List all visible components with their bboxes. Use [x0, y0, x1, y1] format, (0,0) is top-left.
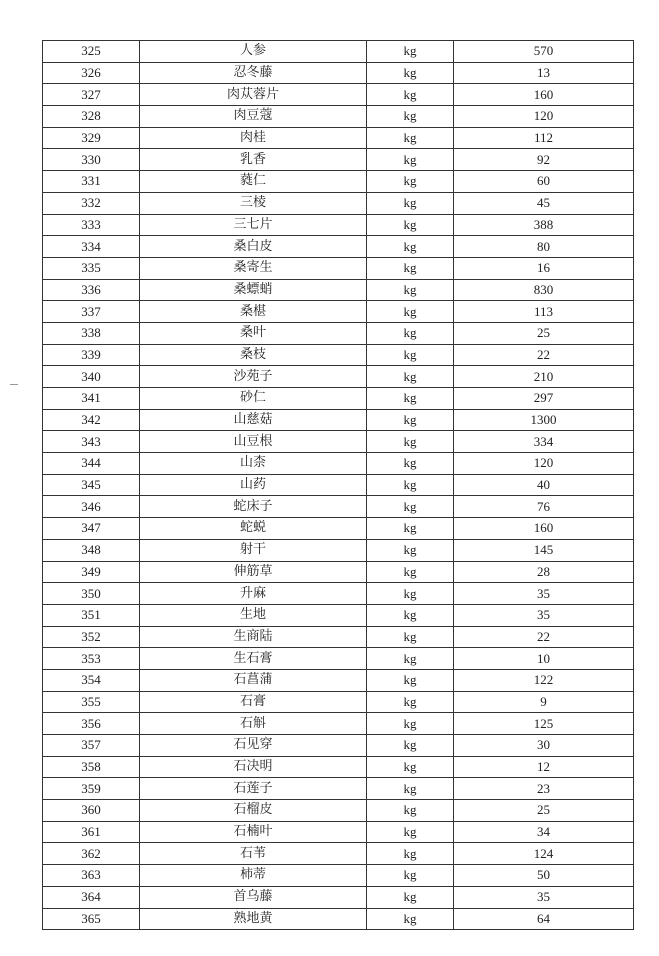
table-row — [43, 626, 634, 648]
row-number-cell: 336 — [43, 279, 140, 301]
table-row — [43, 886, 634, 908]
row-number-cell: 327 — [43, 84, 140, 106]
row-number-cell: 329 — [43, 127, 140, 149]
unit-cell: kg — [367, 648, 454, 670]
drug-name-cell: 石莲子 — [140, 778, 367, 800]
quantity-cell: 570 — [454, 41, 634, 63]
quantity-cell: 120 — [454, 453, 634, 475]
drug-name-cell: 射干 — [140, 539, 367, 561]
table-row — [43, 344, 634, 366]
quantity-cell: 64 — [454, 908, 634, 930]
row-number-cell: 332 — [43, 192, 140, 214]
quantity-cell: 92 — [454, 149, 634, 171]
quantity-cell: 122 — [454, 669, 634, 691]
drug-name-cell: 肉桂 — [140, 127, 367, 149]
row-number-cell: 337 — [43, 301, 140, 323]
table-row — [43, 192, 634, 214]
quantity-cell: 25 — [454, 800, 634, 822]
quantity-cell: 125 — [454, 713, 634, 735]
table-row — [43, 171, 634, 193]
unit-cell: kg — [367, 431, 454, 453]
drug-name-cell: 石菖蒲 — [140, 669, 367, 691]
drug-name-cell: 山药 — [140, 474, 367, 496]
row-number-cell: 361 — [43, 821, 140, 843]
quantity-cell: 35 — [454, 604, 634, 626]
table-row — [43, 149, 634, 171]
unit-cell: kg — [367, 279, 454, 301]
drug-name-cell: 山慈菇 — [140, 409, 367, 431]
unit-cell: kg — [367, 257, 454, 279]
drug-name-cell: 生石膏 — [140, 648, 367, 670]
unit-cell: kg — [367, 41, 454, 63]
table-row — [43, 865, 634, 887]
row-number-cell: 356 — [43, 713, 140, 735]
quantity-cell: 35 — [454, 886, 634, 908]
row-number-cell: 360 — [43, 800, 140, 822]
table-row — [43, 279, 634, 301]
drug-name-cell: 石见穿 — [140, 735, 367, 757]
table-row — [43, 713, 634, 735]
drug-name-cell: 山柰 — [140, 453, 367, 475]
quantity-cell: 22 — [454, 626, 634, 648]
table-row — [43, 583, 634, 605]
drug-name-cell: 蛇床子 — [140, 496, 367, 518]
drug-name-cell: 忍冬藤 — [140, 62, 367, 84]
table-row — [43, 843, 634, 865]
table-row — [43, 648, 634, 670]
table-row — [43, 127, 634, 149]
row-number-cell: 352 — [43, 626, 140, 648]
scan-mark — [10, 384, 18, 385]
row-number-cell: 338 — [43, 322, 140, 344]
drug-name-cell: 石决明 — [140, 756, 367, 778]
table-row — [43, 84, 634, 106]
row-number-cell: 328 — [43, 106, 140, 128]
quantity-cell: 40 — [454, 474, 634, 496]
drug-name-cell: 石斛 — [140, 713, 367, 735]
drug-name-cell: 石榴皮 — [140, 800, 367, 822]
drug-name-cell: 首乌藤 — [140, 886, 367, 908]
unit-cell: kg — [367, 843, 454, 865]
unit-cell: kg — [367, 821, 454, 843]
row-number-cell: 346 — [43, 496, 140, 518]
row-number-cell: 364 — [43, 886, 140, 908]
drug-name-cell: 伸筋草 — [140, 561, 367, 583]
drug-name-cell: 石楠叶 — [140, 821, 367, 843]
drug-name-cell: 桑椹 — [140, 301, 367, 323]
table-row — [43, 800, 634, 822]
table-row — [43, 236, 634, 258]
unit-cell: kg — [367, 778, 454, 800]
unit-cell: kg — [367, 171, 454, 193]
unit-cell: kg — [367, 214, 454, 236]
quantity-cell: 50 — [454, 865, 634, 887]
quantity-cell: 13 — [454, 62, 634, 84]
unit-cell: kg — [367, 518, 454, 540]
row-number-cell: 359 — [43, 778, 140, 800]
table-row — [43, 474, 634, 496]
row-number-cell: 348 — [43, 539, 140, 561]
quantity-cell: 30 — [454, 735, 634, 757]
row-number-cell: 325 — [43, 41, 140, 63]
quantity-cell: 160 — [454, 84, 634, 106]
table-row — [43, 41, 634, 63]
table-row — [43, 539, 634, 561]
table-row — [43, 257, 634, 279]
table-row — [43, 821, 634, 843]
quantity-cell: 80 — [454, 236, 634, 258]
unit-cell: kg — [367, 626, 454, 648]
unit-cell: kg — [367, 127, 454, 149]
unit-cell: kg — [367, 301, 454, 323]
row-number-cell: 343 — [43, 431, 140, 453]
quantity-cell: 22 — [454, 344, 634, 366]
quantity-cell: 160 — [454, 518, 634, 540]
row-number-cell: 334 — [43, 236, 140, 258]
table-row — [43, 735, 634, 757]
quantity-cell: 35 — [454, 583, 634, 605]
row-number-cell: 350 — [43, 583, 140, 605]
row-number-cell: 354 — [43, 669, 140, 691]
drug-name-cell: 蕤仁 — [140, 171, 367, 193]
row-number-cell: 330 — [43, 149, 140, 171]
unit-cell: kg — [367, 865, 454, 887]
unit-cell: kg — [367, 366, 454, 388]
table-row — [43, 388, 634, 410]
row-number-cell: 340 — [43, 366, 140, 388]
quantity-cell: 1300 — [454, 409, 634, 431]
table-row — [43, 496, 634, 518]
table-row — [43, 453, 634, 475]
unit-cell: kg — [367, 236, 454, 258]
drug-name-cell: 生地 — [140, 604, 367, 626]
unit-cell: kg — [367, 106, 454, 128]
row-number-cell: 345 — [43, 474, 140, 496]
table-row — [43, 561, 634, 583]
row-number-cell: 347 — [43, 518, 140, 540]
quantity-cell: 210 — [454, 366, 634, 388]
unit-cell: kg — [367, 344, 454, 366]
unit-cell: kg — [367, 62, 454, 84]
quantity-cell: 9 — [454, 691, 634, 713]
quantity-cell: 34 — [454, 821, 634, 843]
row-number-cell: 365 — [43, 908, 140, 930]
table-row — [43, 301, 634, 323]
drug-name-cell: 熟地黄 — [140, 908, 367, 930]
row-number-cell: 344 — [43, 453, 140, 475]
unit-cell: kg — [367, 84, 454, 106]
table-row — [43, 366, 634, 388]
table-row — [43, 778, 634, 800]
row-number-cell: 342 — [43, 409, 140, 431]
table-row — [43, 908, 634, 930]
unit-cell: kg — [367, 149, 454, 171]
quantity-cell: 25 — [454, 322, 634, 344]
drug-name-cell: 三棱 — [140, 192, 367, 214]
quantity-cell: 60 — [454, 171, 634, 193]
row-number-cell: 335 — [43, 257, 140, 279]
table-row — [43, 214, 634, 236]
table-row — [43, 691, 634, 713]
quantity-cell: 45 — [454, 192, 634, 214]
row-number-cell: 351 — [43, 604, 140, 626]
drug-name-cell: 桑叶 — [140, 322, 367, 344]
quantity-cell: 145 — [454, 539, 634, 561]
drug-name-cell: 桑螵蛸 — [140, 279, 367, 301]
drug-name-cell: 石苇 — [140, 843, 367, 865]
quantity-cell: 23 — [454, 778, 634, 800]
quantity-cell: 16 — [454, 257, 634, 279]
quantity-cell: 120 — [454, 106, 634, 128]
unit-cell: kg — [367, 539, 454, 561]
row-number-cell: 362 — [43, 843, 140, 865]
row-number-cell: 326 — [43, 62, 140, 84]
unit-cell: kg — [367, 496, 454, 518]
drug-name-cell: 蛇蜕 — [140, 518, 367, 540]
unit-cell: kg — [367, 908, 454, 930]
drug-name-cell: 生商陆 — [140, 626, 367, 648]
table-row — [43, 518, 634, 540]
quantity-cell: 388 — [454, 214, 634, 236]
table-row — [43, 62, 634, 84]
drug-name-cell: 乳香 — [140, 149, 367, 171]
table-row — [43, 756, 634, 778]
quantity-cell: 76 — [454, 496, 634, 518]
drug-name-cell: 砂仁 — [140, 388, 367, 410]
unit-cell: kg — [367, 800, 454, 822]
quantity-cell: 124 — [454, 843, 634, 865]
unit-cell: kg — [367, 561, 454, 583]
drug-name-cell: 石膏 — [140, 691, 367, 713]
table-row — [43, 409, 634, 431]
unit-cell: kg — [367, 322, 454, 344]
drug-name-cell: 山豆根 — [140, 431, 367, 453]
drug-name-cell: 肉豆蔻 — [140, 106, 367, 128]
unit-cell: kg — [367, 388, 454, 410]
quantity-cell: 830 — [454, 279, 634, 301]
unit-cell: kg — [367, 192, 454, 214]
row-number-cell: 349 — [43, 561, 140, 583]
unit-cell: kg — [367, 756, 454, 778]
row-number-cell: 333 — [43, 214, 140, 236]
drug-name-cell: 人参 — [140, 41, 367, 63]
quantity-cell: 112 — [454, 127, 634, 149]
quantity-cell: 10 — [454, 648, 634, 670]
drug-name-cell: 沙苑子 — [140, 366, 367, 388]
drug-name-cell: 升麻 — [140, 583, 367, 605]
table-row — [43, 106, 634, 128]
unit-cell: kg — [367, 713, 454, 735]
drug-name-cell: 三七片 — [140, 214, 367, 236]
quantity-cell: 113 — [454, 301, 634, 323]
unit-cell: kg — [367, 474, 454, 496]
row-number-cell: 339 — [43, 344, 140, 366]
unit-cell: kg — [367, 886, 454, 908]
unit-cell: kg — [367, 669, 454, 691]
drug-name-cell: 柿蒂 — [140, 865, 367, 887]
quantity-cell: 12 — [454, 756, 634, 778]
drug-name-cell: 桑寄生 — [140, 257, 367, 279]
row-number-cell: 353 — [43, 648, 140, 670]
drug-name-cell: 桑白皮 — [140, 236, 367, 258]
quantity-cell: 297 — [454, 388, 634, 410]
row-number-cell: 355 — [43, 691, 140, 713]
drug-quantity-table — [42, 40, 634, 930]
unit-cell: kg — [367, 691, 454, 713]
unit-cell: kg — [367, 735, 454, 757]
table-row — [43, 322, 634, 344]
row-number-cell: 363 — [43, 865, 140, 887]
unit-cell: kg — [367, 583, 454, 605]
unit-cell: kg — [367, 604, 454, 626]
row-number-cell: 341 — [43, 388, 140, 410]
row-number-cell: 357 — [43, 735, 140, 757]
row-number-cell: 358 — [43, 756, 140, 778]
quantity-cell: 28 — [454, 561, 634, 583]
table-row — [43, 669, 634, 691]
unit-cell: kg — [367, 453, 454, 475]
table-row — [43, 604, 634, 626]
drug-name-cell: 桑枝 — [140, 344, 367, 366]
table-body — [43, 41, 634, 930]
quantity-cell: 334 — [454, 431, 634, 453]
unit-cell: kg — [367, 409, 454, 431]
row-number-cell: 331 — [43, 171, 140, 193]
table-row — [43, 431, 634, 453]
drug-name-cell: 肉苁蓉片 — [140, 84, 367, 106]
